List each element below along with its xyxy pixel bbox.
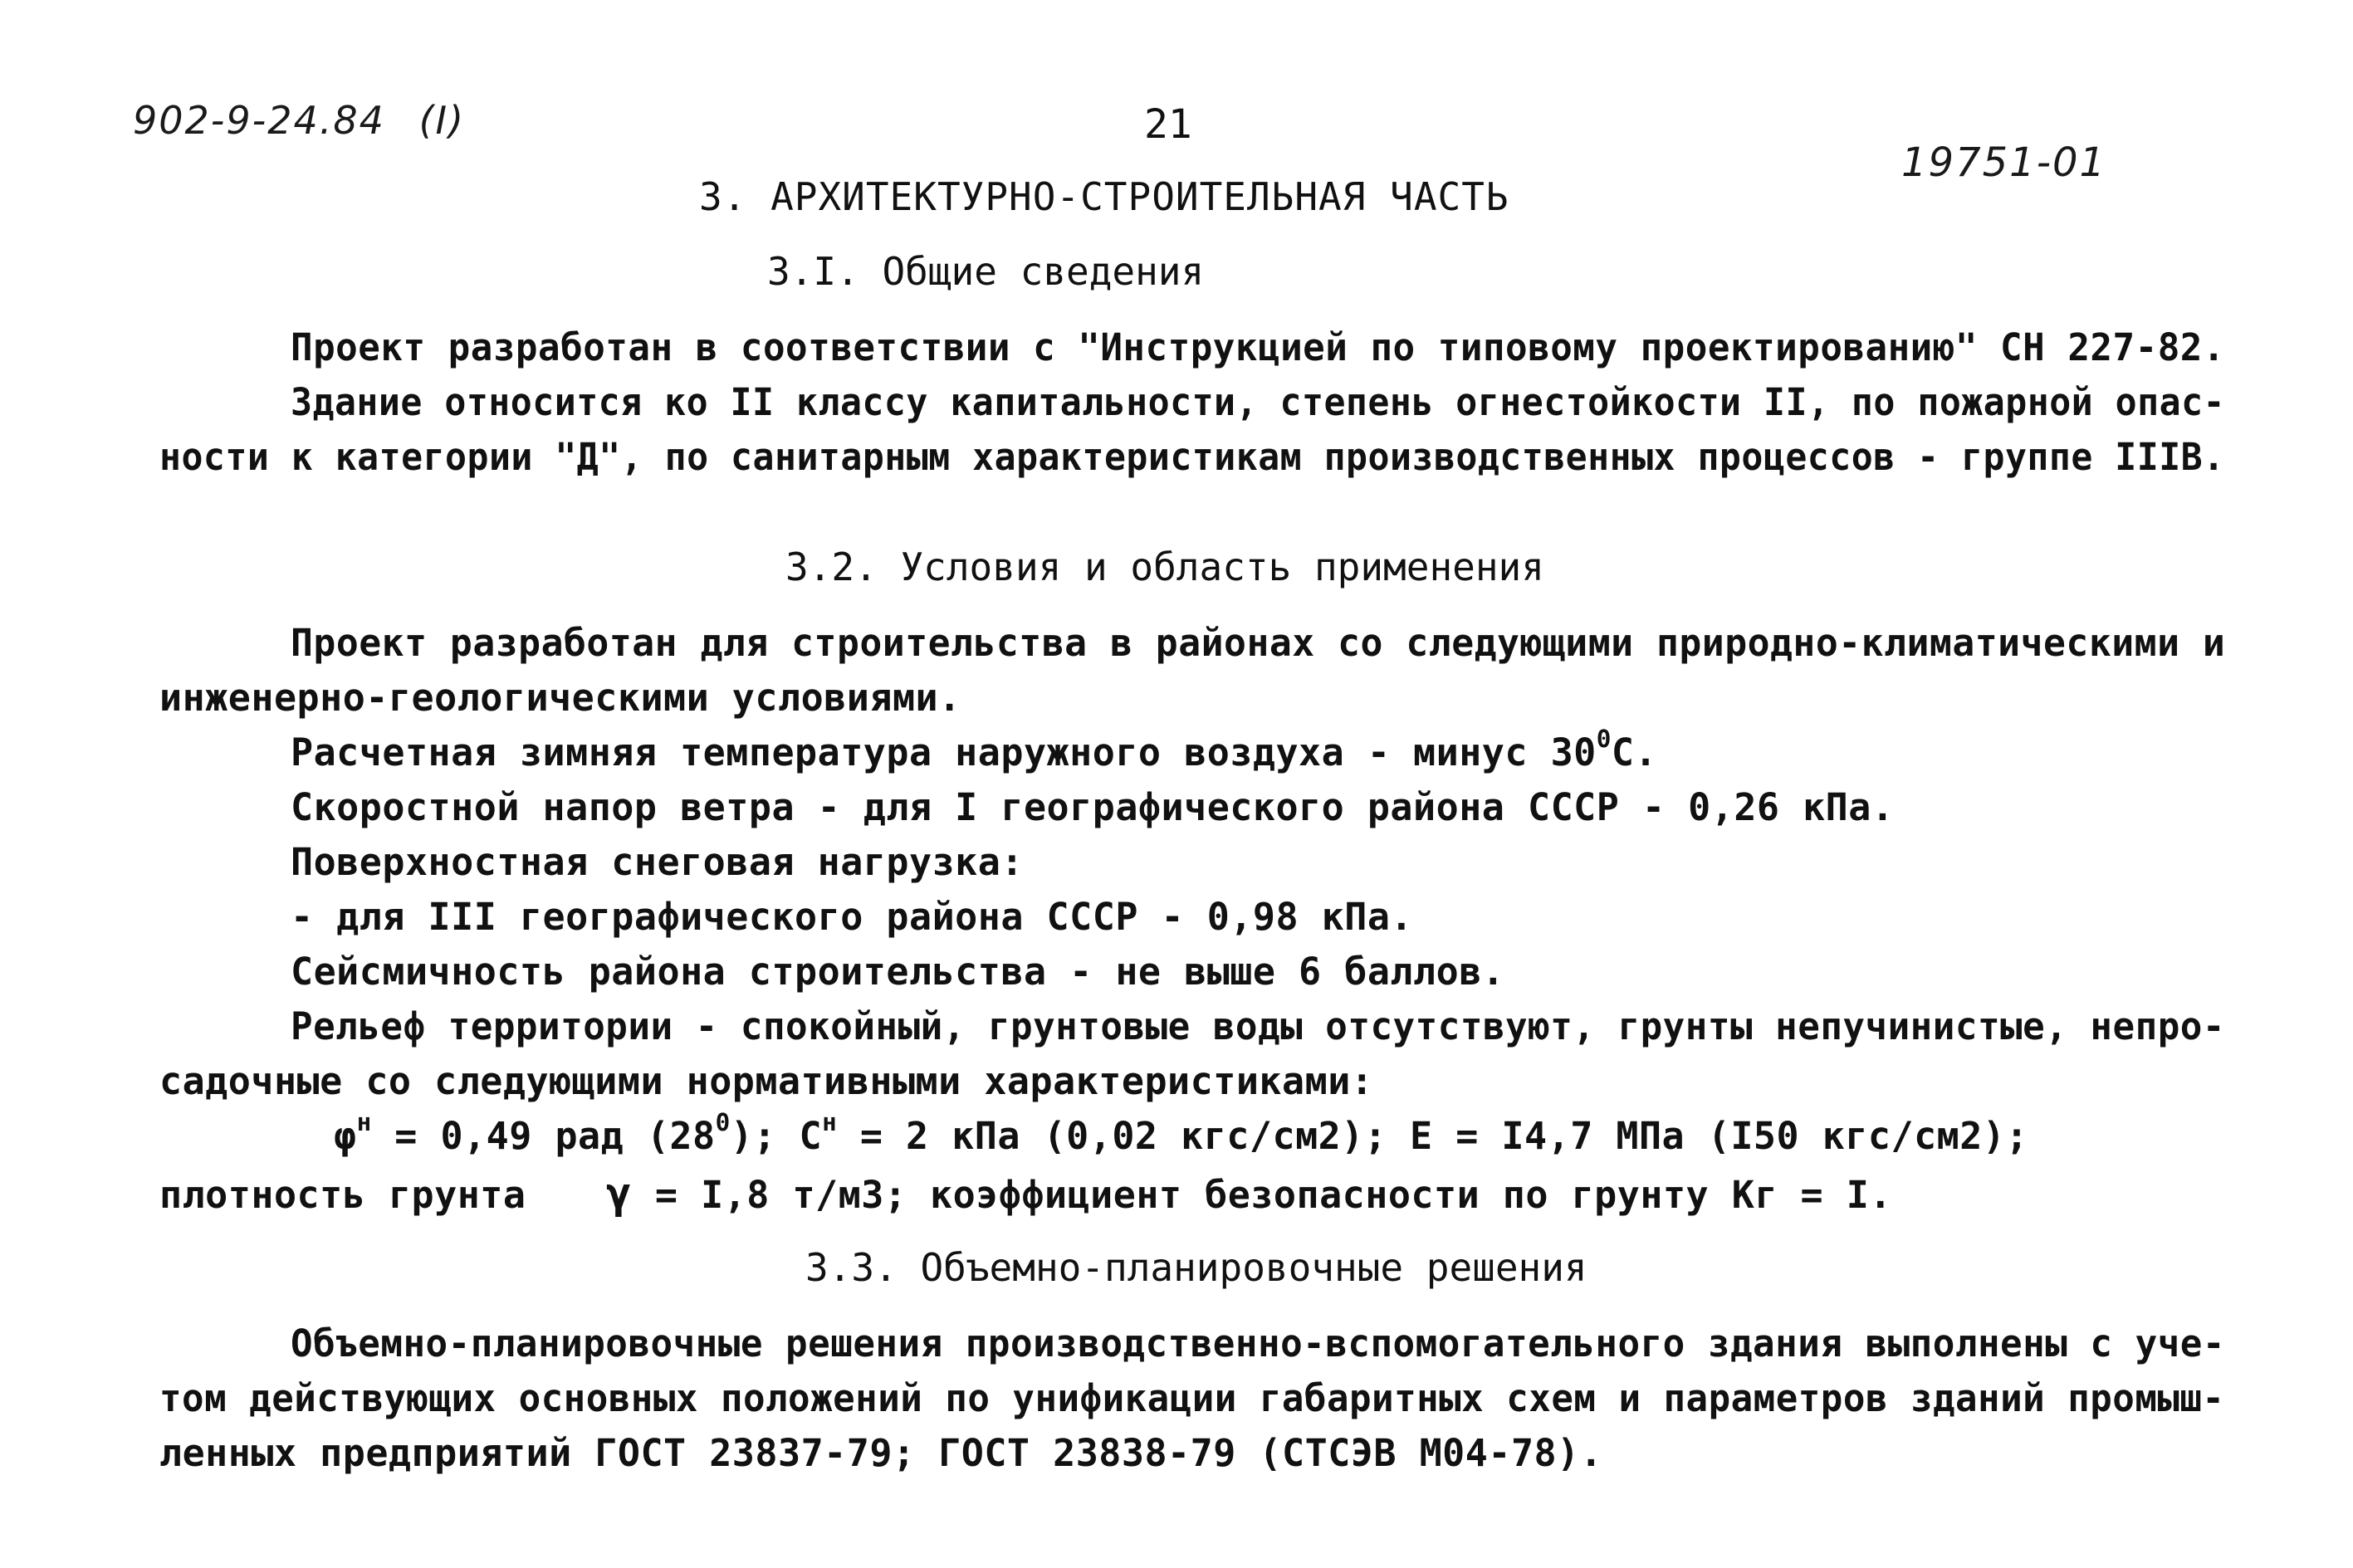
section-title: 3. АРХИТЕКТУРНО-СТРОИТЕЛЬНАЯ ЧАСТЬ [699, 174, 1509, 219]
subsection-title-3-2: 3.2. Условия и область применения [785, 545, 1544, 589]
degree-superscript: 0 [1596, 725, 1612, 754]
phi-superscript: н [356, 1108, 372, 1137]
subsection-title-3-3: 3.3. Объемно-планировочные решения [805, 1245, 1587, 1290]
document-code [133, 98, 465, 143]
formula-part: = 2 кПа (0,02 кгс/см2); Е = I4,7 МПа (I50 кгс/см2); [837, 1114, 2029, 1158]
paragraph-line: Проект разработан для строительства в районах со следующими природно-климатическими и [291, 621, 2226, 665]
doc-volume: (I) [418, 98, 466, 143]
paragraph-line: Объемно-планировочные решения производственно-вспомогательного здания выполнены с уче- [291, 1321, 2225, 1365]
paragraph-line: Поверхностная снеговая нагрузка: [291, 840, 1024, 884]
formula-part: ); С [730, 1114, 823, 1158]
soil-density-values: = I,8 т/м3; коэффициент безопасности по грунту Кг = I. [632, 1173, 1892, 1217]
paragraph-line: Скоростной напор ветра - для I географического района СССР - 0,26 кПа. [291, 785, 1895, 829]
winter-temperature-text: Расчетная зимняя температура наружного воздуха - минус 30 [291, 730, 1597, 774]
paragraph-line: Сейсмичность района строительства - не выше 6 баллов. [291, 950, 1505, 994]
paragraph-line: садочные со следующими нормативными характеристиками: [159, 1059, 1374, 1103]
paragraph-line: инженерно-геологическими условиями. [159, 676, 961, 720]
gamma-symbol: γ [605, 1169, 633, 1219]
degree-superscript: 0 [715, 1108, 731, 1137]
paragraph-line: Здание относится ко II классу капитальности, степень огнестойкости II, по пожарной опас- [291, 380, 2226, 424]
doc-code: 902-9-24.84 [133, 98, 385, 143]
paragraph-line: Рельеф территории - спокойный, грунтовые воды отсутствуют, грунты непучинистые, непро- [291, 1004, 2225, 1048]
paragraph-line: ленных предприятий ГОСТ 23837-79; ГОСТ 23838-79 (СТСЭВ М04-78). [159, 1431, 1603, 1475]
paragraph-line: ности к категории "Д", по санитарным характеристикам производственных процессов - группе IIIВ. [159, 435, 2225, 479]
paragraph-line [291, 725, 1658, 774]
soil-density-line [159, 1169, 1892, 1219]
paragraph-line: Проект разработан в соответствии с "Инструкцией по типовому проектированию" СН 227-82. [291, 325, 2225, 369]
paragraph-line: том действующих основных положений по унификации габаритных схем и параметров зданий промыш- [159, 1376, 2225, 1420]
page-number: 21 [1144, 101, 1192, 148]
subsection-title-3-1: 3.I. Общие сведения [767, 249, 1205, 294]
inventory-number: 19751-01 [1901, 139, 2107, 186]
soil-characteristics-formula [334, 1108, 2029, 1158]
formula-part: = 0,49 рад (28 [371, 1114, 716, 1158]
winter-temperature-unit: С. [1611, 730, 1658, 774]
paragraph-line: - для III географического района СССР - 0,98 кПа. [291, 895, 1414, 939]
phi-symbol: φ [334, 1114, 357, 1158]
soil-density-label: плотность грунта [159, 1173, 526, 1217]
cohesion-superscript: н [822, 1108, 838, 1137]
